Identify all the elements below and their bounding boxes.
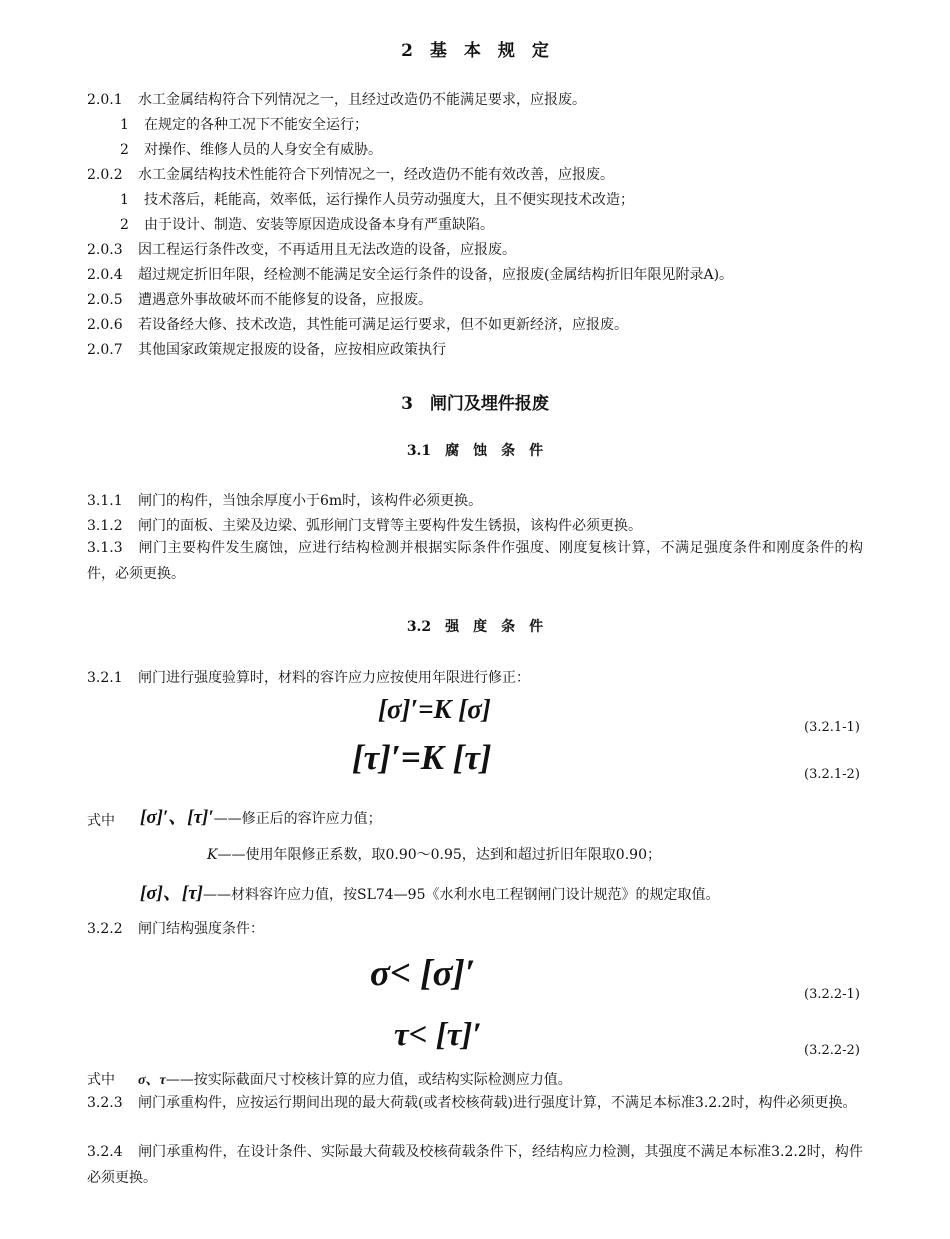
- clause-text: 若设备经大修、技术改造，其性能可满足运行要求，但不如更新经济，应报废。: [138, 317, 628, 333]
- clause-3-1-1: [87, 490, 482, 510]
- symbol: [σ]′、[τ]′: [140, 807, 214, 828]
- clause-number: 2.0.7: [87, 342, 123, 358]
- clause-text: 闸门承重构件，应按运行期间出现的最大荷载(或者校核荷载)进行强度计算，不满足本标准3.2.2时，构件必须更换。: [138, 1095, 857, 1111]
- clause-text: 水工金属结构技术性能符合下列情况之一，经改造仍不能有效改善，应报废。: [138, 167, 614, 183]
- symbol: K: [207, 847, 218, 863]
- clause-number: 2.0.5: [87, 292, 123, 308]
- sub-item-number: 2: [120, 142, 129, 158]
- clause-text: 水工金属结构符合下列情况之一，且经过改造仍不能满足要求，应报废。: [138, 92, 586, 108]
- clause-number: 3.1.2: [87, 518, 123, 534]
- clause-2-0-3: [87, 239, 516, 259]
- equation-number: (3.2.2-2): [804, 1043, 860, 1058]
- clause-number: 3.1.1: [87, 493, 123, 509]
- clause-text: 闸门的构件，当蚀余厚度小于6m时，该构件必须更换。: [138, 493, 483, 509]
- clause-number: 3.2.2: [87, 921, 123, 937]
- sub-item: [120, 189, 634, 209]
- clause-2-0-6: [87, 314, 628, 334]
- sub-item-text: 由于设计、制造、安装等原因造成设备本身有严重缺陷。: [144, 217, 494, 233]
- sub-item-text: 对操作、维修人员的人身安全有威胁。: [144, 142, 382, 158]
- clause-number: 2.0.2: [87, 167, 123, 183]
- clause-text: 闸门结构强度条件：: [138, 921, 264, 937]
- sub-item-number: 2: [120, 217, 129, 233]
- definition: ——使用年限修正系数，取0.90～0.95，达到和超过折旧年限取0.90；: [217, 847, 661, 863]
- clause-text: 闸门的面板、主梁及边梁、弧形闸门支臂等主要构件发生锈损，该构件必须更换。: [138, 518, 642, 534]
- sub-item-text: 在规定的各种工况下不能安全运行；: [144, 117, 368, 133]
- where-line-1: [140, 802, 382, 829]
- where-label: 式中: [87, 813, 115, 829]
- clause-text: 其他国家政策规定报废的设备，应按相应政策执行: [138, 342, 446, 358]
- formula-3-2-2-1: σ< [σ]′: [370, 953, 476, 994]
- clause-number: 2.0.1: [87, 92, 123, 108]
- clause-3-2-3: [87, 1090, 863, 1116]
- sub-item-number: 1: [120, 117, 129, 133]
- clause-number: 3.1.3: [87, 540, 123, 556]
- clause-text: 闸门进行强度验算时，材料的容许应力应按使用年限进行修正：: [138, 670, 530, 686]
- clause-text: 因工程运行条件改变，不再适用且无法改造的设备，应报废。: [138, 242, 516, 258]
- clause-3-1-3: [87, 535, 863, 587]
- clause-number: 3.2.3: [87, 1095, 123, 1111]
- where-label: 式中: [87, 1072, 115, 1088]
- equation-number: (3.2.1-2): [804, 767, 860, 782]
- sub-item: [120, 214, 494, 234]
- section-3-1-title: 3.1 腐 蚀 条 件: [406, 443, 544, 459]
- definition: ——修正后的容许应力值；: [213, 811, 382, 827]
- clause-2-0-7: [87, 339, 446, 359]
- clause-2-0-1: [87, 89, 586, 109]
- where-line-2: [207, 844, 661, 864]
- chapter-3-title: 3 闸门及埋件报废: [401, 394, 549, 414]
- where-line-3: [140, 878, 720, 905]
- formula-3-2-2-2: τ< [τ]′: [394, 1017, 482, 1053]
- clause-number: 2.0.6: [87, 317, 123, 333]
- clause-number: 2.0.3: [87, 242, 123, 258]
- sub-item-text: 技术落后，耗能高，效率低，运行操作人员劳动强度大，且不便实现技术改造；: [144, 192, 634, 208]
- formula-3-2-1-1: [σ]′=K [σ]: [378, 694, 491, 724]
- clause-2-0-5: [87, 289, 432, 309]
- definition: ——按实际截面尺寸校核计算的应力值，或结构实际检测应力值。: [165, 1072, 572, 1088]
- symbol: [σ]、[τ]: [140, 883, 203, 904]
- sub-item: [120, 114, 368, 134]
- chapter-2-title: 2 基 本 规 定: [401, 41, 549, 61]
- clause-3-2-2: [87, 918, 264, 938]
- symbol: σ、τ: [138, 1073, 166, 1088]
- where-line: [87, 1069, 572, 1089]
- formula-3-2-1-2: [τ]′=K [τ]: [352, 738, 492, 777]
- clause-text: 超过规定折旧年限，经检测不能满足安全运行条件的设备，应报废(金属结构折旧年限见附录A)。: [138, 267, 734, 283]
- equation-number: (3.2.2-1): [804, 987, 860, 1002]
- sub-item-number: 1: [120, 192, 129, 208]
- clause-number: 3.2.4: [87, 1144, 123, 1160]
- sub-item: [120, 139, 382, 159]
- clause-text: 遭遇意外事故破坏而不能修复的设备，应报废。: [138, 292, 432, 308]
- clause-3-1-2: [87, 515, 642, 535]
- clause-text: 闸门主要构件发生腐蚀，应进行结构检测并根据实际条件作强度、刚度复核计算，不满足强度条件和刚度条件的构件，必须更换。: [87, 540, 863, 582]
- clause-3-2-4: [87, 1139, 863, 1191]
- section-3-2-title: 3.2 强 度 条 件: [406, 619, 544, 635]
- clause-text: 闸门承重构件，在设计条件、实际最大荷载及校核荷载条件下，经结构应力检测，其强度不满足本标准3.2.2时，构件必须更换。: [87, 1144, 863, 1186]
- clause-number: 2.0.4: [87, 267, 123, 283]
- clause-2-0-4: [87, 264, 733, 284]
- definition: ——材料容许应力值，按SL74—95《水利水电工程钢闸门设计规范》的规定取值。: [202, 887, 720, 903]
- equation-number: (3.2.1-1): [804, 720, 860, 735]
- clause-number: 3.2.1: [87, 670, 123, 686]
- clause-2-0-2: [87, 164, 614, 184]
- clause-3-2-1: [87, 667, 530, 687]
